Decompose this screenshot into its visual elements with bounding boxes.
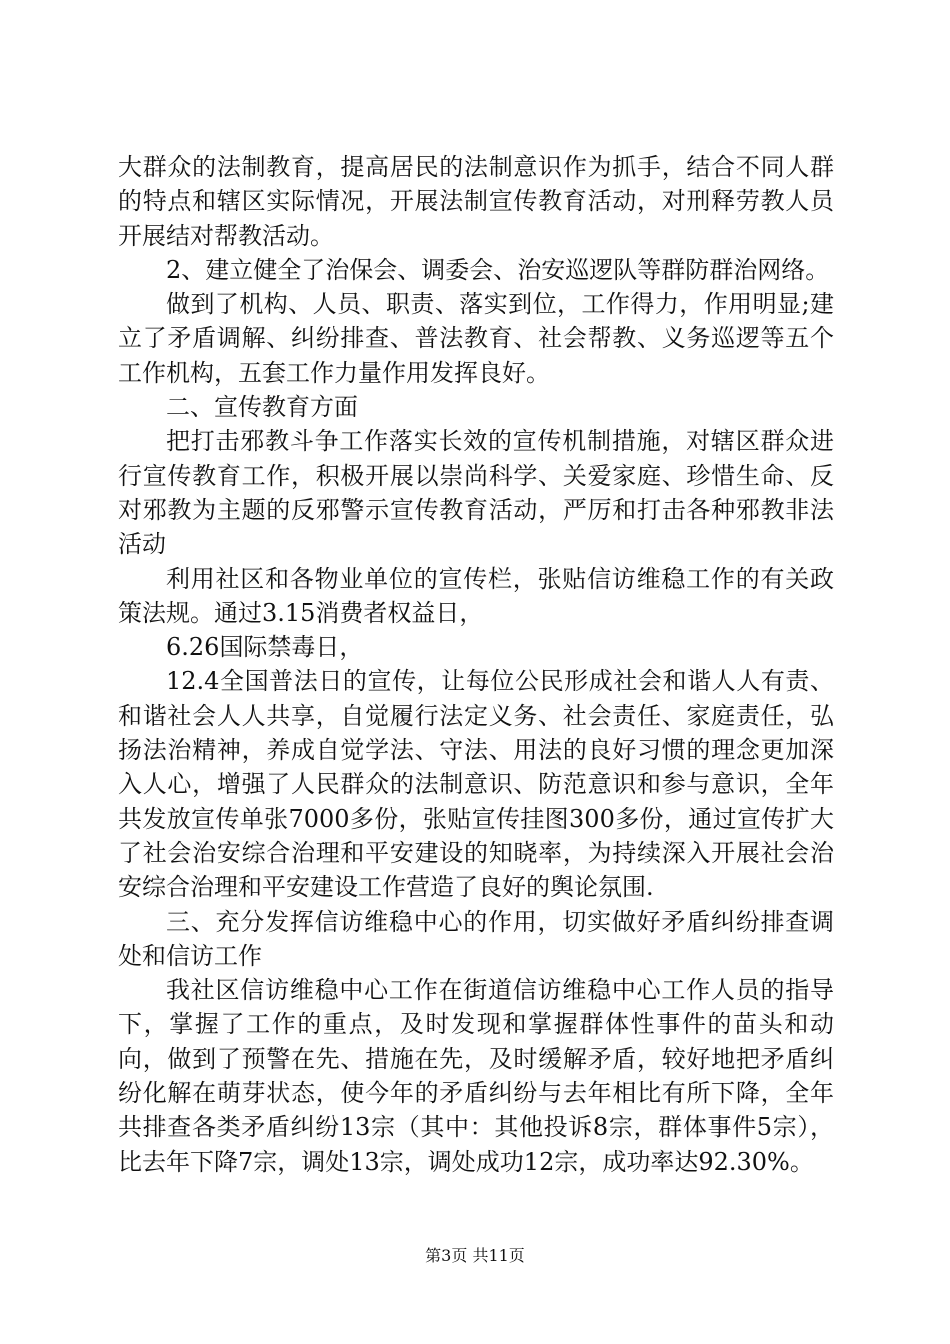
paragraph-5: 把打击邪教斗争工作落实长效的宣传机制措施，对辖区群众进行宣传教育工作，积极开展以崇尚科学、关爱家庭、珍惜生命、反对邪教为主题的反邪警示宣传教育活动，严厉和打击各种邪教非法活动 xyxy=(118,427,834,559)
paragraph-2: 2、建立健全了治保会、调委会、治安巡逻队等群防群治网络。 xyxy=(166,255,830,284)
section-heading-2: 二、宣传教育方面 xyxy=(166,393,358,422)
section-heading-3: 三、充分发挥信访维稳中心的作用，切实做好矛盾纠纷排查调处和信访工作 xyxy=(118,907,834,970)
document-body xyxy=(118,150,834,1179)
paragraph-8: 12.4全国普法日的宣传，让每位公民形成社会和谐人人有责、和谐社会人人共享，自觉履行法定义务、社会责任、家庭责任，弘扬法治精神，养成自觉学法、守法、用法的良好习惯的理念更加深入人心，增强了人民群众的法制意识、防范意识和参与意识，全年共发放宣传单张7000多份，张贴宣传挂图300多份，通过宣传扩大了社会治安综合治理和平安建设的知晓率，为持续深入开展社会治安综合治理和平安建设工作营造了良好的舆论氛围. xyxy=(118,667,834,902)
page-number-footer: 第3页 共11页 xyxy=(425,1246,525,1265)
paragraph-1: 大群众的法制教育，提高居民的法制意识作为抓手，结合不同人群的特点和辖区实际情况，开展法制宣传教育活动，对刑释劳教人员开展结对帮教活动。 xyxy=(118,153,834,250)
paragraph-6: 利用社区和各物业单位的宣传栏，张贴信访维稳工作的有关政策法规。通过3.15消费者权益日， xyxy=(118,564,834,627)
paragraph-3: 做到了机构、人员、职责、落实到位，工作得力，作用明显;建立了矛盾调解、纠纷排查、普法教育、社会帮教、义务巡逻等五个工作机构，五套工作力量作用发挥良好。 xyxy=(118,290,834,387)
paragraph-7: 6.26国际禁毒日， xyxy=(166,633,364,662)
paragraph-10: 我社区信访维稳中心工作在街道信访维稳中心工作人员的指导下，掌握了工作的重点，及时发现和掌握群体性事件的苗头和动向，做到了预警在先、措施在先，及时缓解矛盾，较好地把矛盾纠纷化解在萌芽状态，使今年的矛盾纠纷与去年相比有所下降，全年共排查各类矛盾纠纷13宗（其中：其他投诉8宗，群体事件5宗），比去年下降7宗，调处13宗，调处成功12宗，成功率达92.30%。 xyxy=(118,976,834,1176)
